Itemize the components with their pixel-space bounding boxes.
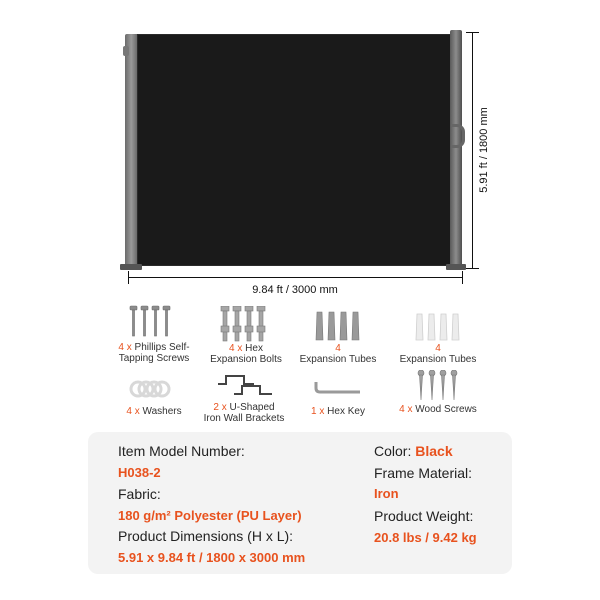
- left-foot: [120, 264, 142, 270]
- hex-key-icon: [314, 380, 362, 400]
- width-tick-right: [462, 271, 463, 284]
- accessory-count: 4 x: [118, 342, 132, 353]
- washer-icon: [128, 378, 176, 400]
- accessory-name: Phillips Self-: [134, 342, 190, 353]
- screw-icon: [126, 304, 176, 340]
- accessory-name: U-Shaped: [229, 402, 275, 413]
- accessory-count: 4 x: [229, 343, 243, 354]
- height-tick-top: [466, 32, 479, 33]
- accessory-count: 2 x: [213, 402, 227, 413]
- accessory-label-4: [396, 343, 480, 365]
- accessory-name: Expansion Bolts: [210, 354, 282, 365]
- weight-value: 20.8 lbs / 9.42 kg: [374, 530, 477, 545]
- height-label: 5.91 ft / 1800 mm: [478, 107, 490, 193]
- fabric-value: 180 g/m² Polyester (PU Layer): [118, 508, 302, 523]
- accessory-name: Iron Wall Brackets: [203, 413, 285, 424]
- model-label: Item Model Number:: [118, 443, 245, 459]
- accessory-label-3: [296, 343, 380, 365]
- accessory-count: 4: [435, 343, 441, 354]
- u-bracket-icon: [214, 372, 276, 400]
- hex-bolt-icon: [218, 306, 270, 342]
- cassette-cap: [123, 46, 129, 56]
- accessory-name: Hex Key: [327, 406, 365, 417]
- accessory-label-8: [390, 404, 486, 415]
- frame-value: Iron: [374, 486, 399, 501]
- accessory-label-5: [116, 406, 192, 417]
- color-value: Black: [415, 443, 453, 459]
- model-value: H038-2: [118, 465, 161, 480]
- accessory-count: 1 x: [311, 406, 325, 417]
- white-expansion-tube-icon: [412, 312, 464, 342]
- accessory-name: Expansion Tubes: [299, 354, 377, 365]
- post-handle: [452, 124, 465, 148]
- accessory-name: Washers: [142, 406, 182, 417]
- color-label-text: Color:: [374, 443, 412, 459]
- height-tick-bottom: [466, 268, 479, 269]
- accessory-name: Hex: [245, 343, 263, 354]
- width-label: 9.84 ft / 3000 mm: [252, 284, 338, 296]
- accessory-label-6: [198, 402, 290, 424]
- accessory-name: Tapping Screws: [118, 353, 190, 364]
- pull-post: [450, 30, 462, 268]
- accessory-name: Expansion Tubes: [399, 354, 477, 365]
- accessory-count: 4: [335, 343, 341, 354]
- width-tick-left: [128, 271, 129, 284]
- accessory-label-7: [300, 406, 376, 417]
- screen-fabric: [137, 34, 452, 266]
- fabric-label: Fabric:: [118, 486, 161, 502]
- color-label: [374, 443, 453, 459]
- weight-label: Product Weight:: [374, 508, 474, 524]
- dims-value: 5.91 x 9.84 ft / 1800 x 3000 mm: [118, 550, 306, 565]
- accessory-label-1: [116, 342, 192, 364]
- height-dimension-line: [472, 32, 473, 268]
- frame-label: Frame Material:: [374, 465, 473, 481]
- accessory-name: Wood Screws: [415, 404, 477, 415]
- expansion-tube-icon: [312, 310, 364, 342]
- right-foot: [446, 264, 466, 270]
- width-dimension-line: [128, 277, 462, 278]
- accessory-count: 4 x: [399, 404, 413, 415]
- accessory-count: 4 x: [126, 406, 140, 417]
- dims-label: Product Dimensions (H x L):: [118, 528, 294, 544]
- accessory-label-2: [200, 343, 292, 365]
- wood-screw-icon: [414, 370, 462, 402]
